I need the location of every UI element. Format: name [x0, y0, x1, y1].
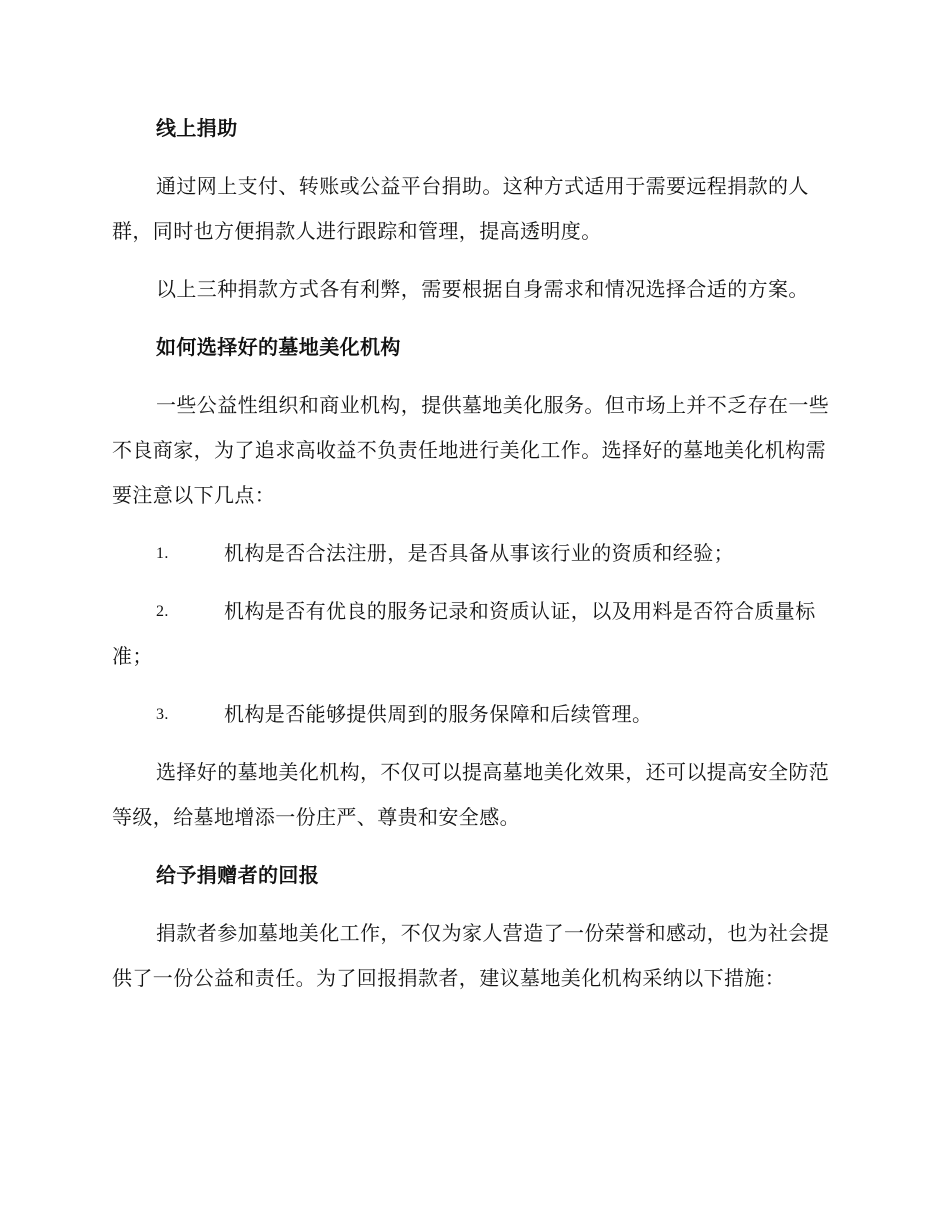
- list-item-number: 1.: [156, 545, 169, 562]
- list-item: [112, 531, 834, 576]
- paragraph-online-donation: 通过网上支付、转账或公益平台捐助。这种方式适用于需要远程捐款的人群，同时也方便捐款人进行跟踪和管理，提高透明度。: [112, 174, 809, 243]
- section-heading-donor-reward: 给予捐赠者的回报: [156, 863, 320, 887]
- paragraph-choose-agency: 一些公益性组织和商业机构，提供墓地美化服务。但市场上并不乏存在一些不良商家，为了追求高收益不负责任地进行美化工作。选择好的墓地美化机构需要注意以下几点：: [112, 393, 830, 507]
- section-heading-online-donation: 线上捐助: [156, 116, 238, 140]
- list-item-text: 机构是否能够提供周到的服务保障和后续管理。: [224, 702, 653, 726]
- list-item-text: 机构是否有优良的服务记录和资质认证，以及用料是否符合质量标准；: [112, 599, 816, 668]
- paragraph-donor-reward: 捐款者参加墓地美化工作，不仅为家人营造了一份荣誉和感动，也为社会提供了一份公益和责任。为了回报捐款者，建议墓地美化机构采纳以下措施：: [112, 921, 830, 990]
- document-body: [112, 106, 834, 1014]
- section-heading-choose-agency: 如何选择好的墓地美化机构: [156, 335, 401, 359]
- list-item-text: 机构是否合法注册，是否具备从事该行业的资质和经验；: [224, 541, 734, 565]
- paragraph-summary: 以上三种捐款方式各有利弊，需要根据自身需求和情况选择合适的方案。: [156, 277, 809, 301]
- list-item: [112, 589, 834, 679]
- list-item-number: 2.: [156, 603, 169, 620]
- list-item-number: 3.: [156, 706, 169, 723]
- paragraph-choose-conclusion: 选择好的墓地美化机构，不仅可以提高墓地美化效果，还可以提高安全防范等级，给墓地增添一份庄严、尊贵和安全感。: [112, 760, 830, 829]
- list-item: [112, 692, 834, 737]
